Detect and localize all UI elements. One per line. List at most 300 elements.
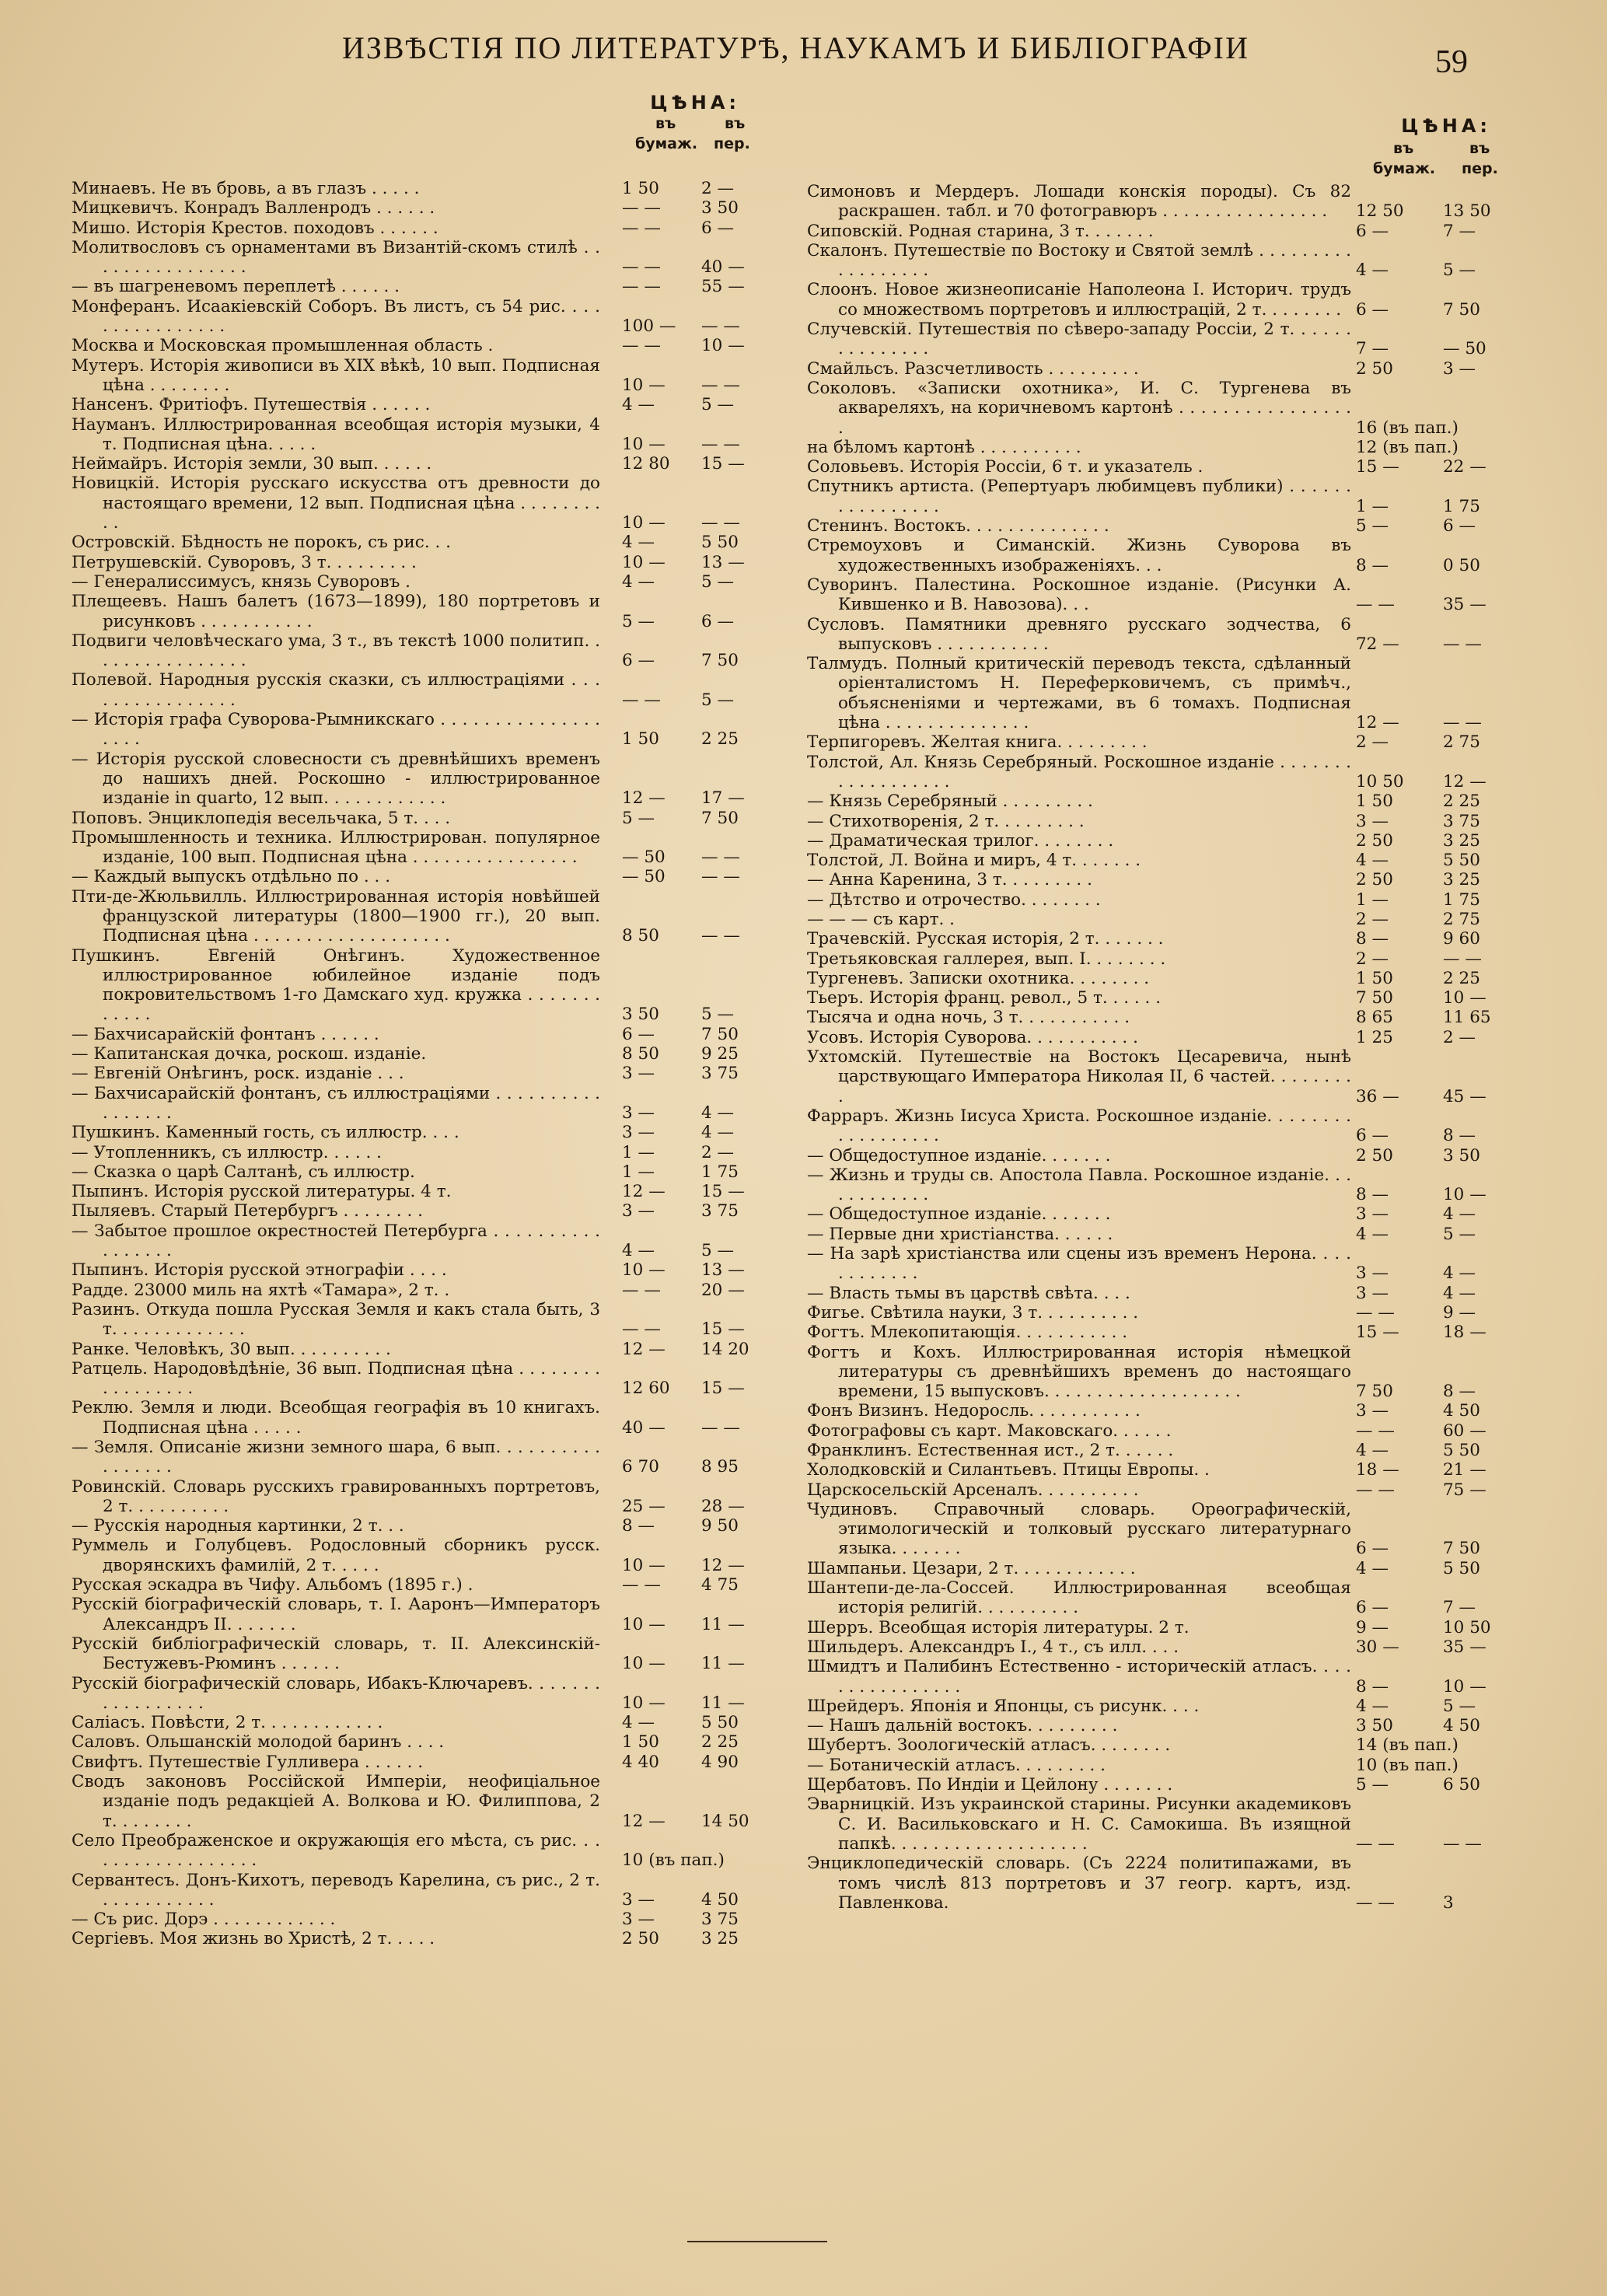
price-paper: 12 —	[622, 788, 666, 809]
price-bound: 4 —	[701, 1103, 735, 1123]
entry-text: Русскій біографическій словарь, т. I. Ааронъ—Императоръ Александръ II. . . . . . .	[72, 1595, 600, 1634]
price-bound: 7 50	[701, 651, 739, 671]
price-bound: 2 25	[701, 729, 739, 750]
entry-text: Ранке. Человѣкъ, 30 вып. . . . . . . . . .	[72, 1339, 391, 1359]
entry-text: Сиповскій. Родная старина, 3 т. . . . . . .	[807, 221, 1154, 241]
entry-text: Русскій библіографическій словарь, т. II. Алексинскій-Бестужевъ-Рюминъ . . . . . .	[72, 1634, 600, 1674]
entry-text: Толстой, Л. Война и миръ, 4 т. . . . . . .	[807, 851, 1141, 871]
catalog-entry	[807, 222, 1507, 241]
price-paper: 12 —	[622, 1811, 666, 1831]
price-bound: 13 50	[1443, 201, 1491, 222]
entry-text: Спутникъ артиста. (Репертуаръ любимцевъ публики) . . . . . . . . . . . . . . . .	[807, 477, 1351, 516]
price-bound: 11 —	[701, 1654, 745, 1674]
entry-text: — Стихотворенія, 2 т. . . . . . . . .	[807, 811, 1085, 831]
catalog-entry	[807, 1854, 1507, 1913]
price-bound: 5 50	[1443, 1441, 1480, 1460]
price-paper: 5 —	[1356, 1775, 1389, 1795]
price-paper: — —	[622, 336, 661, 356]
entry-text: — Земля. Описаніе жизни земного шара, 6 вып. . . . . . . . . . . . . . . . .	[72, 1438, 600, 1477]
catalog-entry	[807, 1165, 1507, 1205]
entry-text: Царскосельскій Арсеналъ. . . . . . . . . .	[807, 1480, 1139, 1500]
catalog-entry	[807, 988, 1507, 1008]
entry-text: Минаевъ. Не въ бровь, а въ глазъ . . . . .	[72, 179, 420, 198]
price-bound: 15 —	[701, 454, 745, 474]
price-paper: 3 50	[622, 1005, 659, 1025]
price-bound: 3 25	[1443, 870, 1480, 890]
catalog-entry	[72, 1438, 756, 1477]
price-header-col2-line1: въ	[725, 115, 746, 132]
entry-text: — Жизнь и труды св. Апостола Павла. Роскошное изданіе. . . . . . . . . . . .	[807, 1165, 1351, 1205]
price-paper: 4 —	[622, 533, 655, 553]
page-number: 59	[1435, 44, 1468, 80]
price-paper: 3 —	[622, 1103, 655, 1123]
price-paper: 10 —	[622, 513, 666, 533]
price-paper: 4 —	[1356, 260, 1389, 281]
entry-text: Слоонъ. Новое жизнеописаніе Наполеона I. Историч. трудъ со множествомъ портретовъ и иллюстрацій, 2 т. . . . . . . .	[807, 280, 1351, 320]
catalog-entry	[807, 969, 1507, 988]
price-bound: 6 —	[1443, 516, 1476, 536]
entry-text: Мишо. Исторія Крестов. походовъ . . . . . .	[72, 218, 438, 238]
catalog-entry	[72, 297, 756, 337]
price-bound: 8 95	[701, 1457, 739, 1477]
catalog-entry	[807, 1460, 1507, 1480]
catalog-entry	[807, 1657, 1507, 1697]
entry-text: Монферанъ. Исаакіевскій Соборъ. Въ листъ, съ 54 рис. . . . . . . . . . . . . . . .	[72, 296, 600, 337]
price-paper: — —	[622, 218, 661, 238]
price-bound: 4 50	[701, 1889, 739, 1910]
catalog-entry	[72, 395, 756, 414]
catalog-entry	[807, 1008, 1507, 1027]
catalog-entry	[807, 1106, 1507, 1146]
catalog-entry	[807, 1480, 1507, 1500]
price-bound: — —	[701, 847, 740, 868]
catalog-entry	[807, 1500, 1507, 1559]
entry-text: — Утопленникъ, съ иллюстр. . . . . .	[72, 1142, 382, 1162]
entry-text: Усовъ. Исторія Суворова. . . . . . . . . . .	[807, 1027, 1138, 1047]
price-paper: 6 —	[1356, 1539, 1389, 1559]
price-bound: 13 —	[701, 552, 745, 572]
price-bound: 4 90	[701, 1752, 739, 1772]
catalog-entry	[72, 533, 756, 552]
entry-text: Пыпинъ. Исторія русской литературы. 4 т.	[72, 1182, 452, 1202]
catalog-entry	[72, 1713, 756, 1732]
catalog-entry	[72, 1772, 756, 1831]
price-bound: 5 —	[701, 690, 735, 710]
price-bound: 8 —	[1443, 1382, 1476, 1402]
entry-text: — Общедоступное изданіе. . . . . . .	[807, 1204, 1111, 1225]
catalog-entry	[72, 710, 756, 750]
price-paper: 10 —	[622, 1614, 666, 1634]
entry-text: Пти-де-Жюльвилль. Иллюстрированная исторія новѣйшей французской литературы (1800—1900 гг.), 20 вып. Подписная цѣна . . . . . . . . . . . . . . . . . . .	[72, 886, 600, 946]
price-paper: 2 —	[1356, 732, 1389, 753]
price-header-col2-line2: пер.	[714, 135, 750, 152]
price-bound: 2 75	[1443, 909, 1480, 929]
price-paper: 9 —	[1356, 1617, 1389, 1637]
catalog-entry	[72, 474, 756, 533]
price-header-title: ЦѢНА:	[650, 92, 740, 114]
catalog-entry	[807, 1204, 1507, 1224]
catalog-entry	[807, 1323, 1507, 1342]
entry-text: — На зарѣ христіанства или сцены изъ временъ Нерона. . . . . . . . . . . .	[807, 1244, 1351, 1284]
entry-text: — Сказка о царѣ Салтанѣ, съ иллюстр.	[72, 1162, 415, 1182]
price-bound: — 50	[1443, 339, 1486, 359]
entry-text: — Каждый выпускъ отдѣльно по . . .	[72, 867, 391, 887]
price-paper: 8 50	[622, 1044, 659, 1064]
price-bound: 40 —	[701, 257, 745, 278]
entry-text: — Генералиссимусъ, князь Суворовъ .	[72, 571, 410, 592]
entry-text: Шантепи-де-ла-Соссей. Иллюстрированная всеобщая исторія религій. . . . . . . . . .	[807, 1578, 1351, 1618]
price-paper: 12 —	[622, 1182, 666, 1202]
price-bound: 60 —	[1443, 1421, 1486, 1441]
price-paper: — —	[1356, 1892, 1395, 1913]
price-paper: — —	[1356, 1833, 1395, 1854]
entry-text: Пушкинъ. Каменный гость, съ иллюстр. . . .	[72, 1123, 459, 1143]
catalog-entry	[807, 1637, 1507, 1657]
price-bound: — —	[701, 434, 740, 454]
price-bound: 2 —	[701, 1142, 735, 1162]
price-header-col1-line2: бумаж.	[1373, 160, 1436, 177]
entry-text: Разинъ. Откуда пошла Русская Земля и какъ стала быть, 3 т. . . . . . . . . . . . .	[72, 1299, 600, 1340]
price-bound: 4 50	[1443, 1401, 1480, 1421]
catalog-entry	[807, 949, 1507, 969]
catalog-entry	[807, 438, 1507, 457]
price-paper: 10 (въ пап.)	[622, 1850, 725, 1871]
price-paper: 3 —	[622, 1201, 655, 1221]
price-bound: 7 50	[1443, 1539, 1480, 1559]
left-column	[72, 92, 756, 1949]
price-paper: 4 —	[622, 571, 655, 592]
catalog-entry	[72, 1182, 756, 1201]
catalog-entry	[807, 359, 1507, 379]
entry-text: Мутеръ. Исторія живописи въ XIX вѣкѣ, 10 вып. Подписная цѣна . . . . . . . .	[72, 355, 600, 395]
price-bound: 5 50	[701, 533, 739, 553]
price-paper: 10 (въ пап.)	[1356, 1755, 1459, 1775]
price-bound: 10 —	[701, 336, 745, 356]
price-bound: 5 —	[701, 1241, 735, 1261]
price-bound: 4 —	[701, 1123, 735, 1143]
catalog-entry	[72, 572, 756, 592]
catalog-entry	[72, 218, 756, 238]
entry-text: Шубертъ. Зоологическій атласъ. . . . . . . .	[807, 1735, 1171, 1756]
price-bound: 10 —	[1443, 1676, 1486, 1697]
entry-text: Энциклопедическій словарь. (Съ 2224 политипажами, въ томъ числѣ 813 портретовъ и 37 геогр. картъ, изд. Павленкова.	[807, 1854, 1351, 1913]
catalog-entry	[807, 536, 1507, 575]
price-paper: 10 50	[1356, 771, 1404, 792]
entry-text: — Дѣтство и отрочество. . . . . . . .	[807, 889, 1101, 910]
price-paper: 25 —	[622, 1496, 666, 1516]
price-paper: 30 —	[1356, 1637, 1399, 1657]
price-paper: 2 50	[622, 1929, 659, 1949]
catalog-entry	[72, 1634, 756, 1674]
price-bound: 7 50	[701, 808, 739, 828]
catalog-entry	[807, 753, 1507, 792]
price-paper: — —	[1356, 1480, 1395, 1500]
price-paper: — —	[622, 1319, 661, 1340]
entry-text: Шмидтъ и Палибинъ Естественно - историческій атласъ. . . . . . . . . . . . . . . .	[807, 1657, 1351, 1697]
catalog-entry	[72, 1536, 756, 1575]
price-paper: 12 —	[622, 1339, 666, 1359]
price-paper: — —	[622, 1280, 661, 1300]
price-paper: — —	[1356, 595, 1395, 615]
price-paper: 3 —	[1356, 1283, 1389, 1303]
price-header-title: ЦѢНА:	[1401, 115, 1491, 137]
price-paper: 10 —	[622, 375, 666, 395]
catalog-entry	[807, 1303, 1507, 1323]
price-bound: 20 —	[701, 1280, 745, 1300]
entry-text: Соловьевъ. Исторія Россіи, 6 т. и указатель .	[807, 457, 1204, 477]
catalog-entry	[72, 631, 756, 671]
entry-text: Русская эскадра въ Чифу. Альбомъ (1895 г.) .	[72, 1575, 473, 1595]
price-bound: 45 —	[1443, 1086, 1486, 1106]
price-paper: 1 50	[622, 1732, 659, 1753]
price-paper: 2 —	[1356, 909, 1389, 929]
price-paper: 8 50	[622, 926, 659, 946]
price-bound: 22 —	[1443, 457, 1486, 477]
catalog-entry	[807, 477, 1507, 516]
entry-text: Сервантесъ. Донъ-Кихотъ, переводъ Карелина, съ рис., 2 т. . . . . . . . . . . .	[72, 1870, 600, 1910]
entry-text: Тысяча и одна ночь, 3 т. . . . . . . . . . .	[807, 1008, 1130, 1028]
price-bound: — —	[701, 375, 740, 395]
price-paper: 3 —	[1356, 1204, 1389, 1225]
entry-text: — Съ рис. Дорэ . . . . . . . . . . . .	[72, 1910, 336, 1930]
catalog-entry	[807, 1244, 1507, 1284]
price-bound: 6 —	[701, 611, 735, 631]
price-paper: 6 —	[1356, 299, 1389, 320]
entry-text: Подвиги человѣческаго ума, 3 т., въ текстѣ 1000 политип. . . . . . . . . . . . . . . .	[72, 631, 600, 671]
catalog-entry	[72, 1732, 756, 1752]
entry-text: Шампаньи. Цезари, 2 т. . . . . . . . . . . .	[807, 1558, 1136, 1578]
price-bound: 2 25	[1443, 968, 1480, 988]
price-paper: 12 —	[1356, 713, 1399, 733]
catalog-entry	[72, 1477, 756, 1517]
price-bound: 14 20	[701, 1339, 749, 1359]
entry-text: Скалонъ. Путешествіе по Востоку и Святой землѣ . . . . . . . . . . . . . . . . . .	[807, 240, 1351, 281]
catalog-entry	[807, 1697, 1507, 1716]
price-bound: 11 65	[1443, 1008, 1491, 1028]
price-paper: — 50	[622, 867, 666, 887]
price-paper: 12 50	[1356, 201, 1404, 222]
price-paper: 100 —	[622, 316, 676, 337]
price-paper: 10 —	[622, 1260, 666, 1281]
price-paper: 3 —	[1356, 1263, 1389, 1284]
entry-text: Тургеневъ. Записки охотника. . . . . . . .	[807, 968, 1150, 988]
catalog-entry	[807, 1146, 1507, 1165]
catalog-entry	[807, 379, 1507, 438]
price-paper: 36 —	[1356, 1086, 1399, 1106]
price-bound: 5 —	[1443, 260, 1476, 281]
price-bound: 3	[1443, 1892, 1454, 1913]
catalog-entry	[807, 1047, 1507, 1106]
bottom-rule	[687, 2241, 827, 2242]
entry-text: Островскій. Бѣдность не порокъ, съ рис. . .	[72, 533, 451, 553]
entry-text: Сводъ законовъ Россійской Имперіи, неофиціальное изданіе подъ редакціей А. Волкова и Ю. Филиппова, 2 т. . . . . . . .	[72, 1772, 600, 1831]
price-header-col2-line2: пер.	[1462, 160, 1498, 177]
price-paper: 8 —	[622, 1516, 655, 1536]
price-paper: 15 —	[1356, 457, 1399, 477]
entry-text: Трачевскій. Русская исторія, 2 т. . . . . . .	[807, 929, 1164, 949]
entry-text: Науманъ. Иллюстрированная всеобщая исторія музыки, 4 т. Подписная цѣна. . . . .	[72, 414, 600, 454]
price-paper: 40 —	[622, 1417, 666, 1438]
price-paper: 4 —	[1356, 851, 1389, 871]
price-bound: 3 75	[701, 1064, 739, 1084]
catalog-entry	[807, 792, 1507, 811]
entry-text: Село Преображенское и окружающія его мѣста, съ рис. . . . . . . . . . . . . . . . . .	[72, 1830, 600, 1871]
catalog-entry	[72, 946, 756, 1025]
price-paper: 2 50	[1356, 358, 1393, 379]
entry-text: — Князь Серебряный . . . . . . . . .	[807, 792, 1093, 812]
catalog-entry	[807, 851, 1507, 870]
entry-text: Холодковскій и Силантьевъ. Птицы Европы. .	[807, 1460, 1210, 1480]
entry-text: Чудиновъ. Справочный словарь. Орѳографическій, этимологическій и толковый русскаго литературнаго языка. . . . . . .	[807, 1499, 1351, 1559]
catalog-entry	[72, 1064, 756, 1083]
catalog-entry	[807, 280, 1507, 320]
price-paper: 1 —	[1356, 496, 1389, 516]
price-bound: 9 60	[1443, 929, 1480, 949]
catalog-entry	[72, 198, 756, 218]
entry-text: — — — съ карт. .	[807, 909, 955, 929]
catalog-entry	[807, 1735, 1507, 1755]
price-paper: 7 —	[1356, 339, 1389, 359]
price-bound: 1 75	[1443, 496, 1480, 516]
entry-text: Ратцель. Народовѣдѣніе, 36 вып. Подписная цѣна . . . . . . . . . . . . . . . . .	[72, 1358, 600, 1399]
price-bound: 3 —	[1443, 358, 1476, 379]
entry-text: Промышленность и техника. Иллюстрирован. популярное изданіе, 100 вып. Подписная цѣна . . . . . . . . . . . . . . . .	[72, 827, 600, 868]
catalog-entry	[807, 910, 1507, 929]
price-paper: 10 —	[622, 1693, 666, 1713]
price-paper: 3 —	[622, 1910, 655, 1930]
entry-text: Ровинскій. Словарь русскихъ гравированныхъ портретовъ, 2 т. . . . . . . . . .	[72, 1476, 600, 1516]
price-paper: 12 80	[622, 454, 670, 474]
price-paper: — —	[622, 690, 661, 710]
catalog-entry	[807, 929, 1507, 949]
right-entry-list	[807, 182, 1507, 1913]
entry-text: Толстой, Ал. Князь Серебряный. Роскошное изданіе . . . . . . . . . . . . . . . . . .	[807, 752, 1351, 792]
price-paper: — —	[622, 277, 661, 297]
catalog-entry	[807, 1578, 1507, 1618]
price-bound: 5 50	[1443, 851, 1480, 871]
price-bound: 7 50	[1443, 299, 1480, 320]
entry-text: Симоновъ и Мердеръ. Лошади конскія породы). Съ 82 раскрашен. табл. и 70 фотогравюръ . . . . . . . . . . . . . . . .	[807, 182, 1351, 222]
price-bound: 35 —	[1443, 1637, 1486, 1657]
catalog-entry	[72, 1910, 756, 1929]
price-bound: 9 —	[1443, 1302, 1476, 1323]
entry-text: Щербатовъ. По Индіи и Цейлону . . . . . . .	[807, 1775, 1173, 1795]
entry-text: Петрушевскій. Суворовъ, 3 т. . . . . . . . .	[72, 552, 417, 572]
price-bound: 7 —	[1443, 221, 1476, 241]
catalog-entry	[72, 1929, 756, 1948]
price-paper: 8 —	[1356, 929, 1389, 949]
entry-text: — Евгеній Онѣгинъ, роск. изданіе . . .	[72, 1064, 404, 1084]
entry-text: Пыпинъ. Исторія русской этнографіи . . . .	[72, 1260, 447, 1281]
price-paper: 15 —	[1356, 1323, 1399, 1343]
price-bound: — —	[701, 867, 740, 887]
entry-text: — Анна Каренина, 3 т. . . . . . . . .	[807, 870, 1092, 890]
price-bound: 1 75	[1443, 889, 1480, 910]
price-paper: 72 —	[1356, 634, 1399, 654]
price-bound: — —	[1443, 713, 1482, 733]
price-paper: 1 50	[622, 729, 659, 750]
entry-text: Третьяковская галлерея, вып. I. . . . . . . .	[807, 949, 1166, 969]
catalog-entry	[72, 828, 756, 868]
catalog-entry	[807, 1401, 1507, 1421]
entry-text: Свифтъ. Путешествіе Гулливера . . . . . .	[72, 1752, 424, 1772]
catalog-entry	[72, 1084, 756, 1124]
catalog-entry	[807, 1343, 1507, 1402]
price-paper: 12 (въ пап.)	[1356, 437, 1459, 457]
price-bound: 4 —	[1443, 1283, 1476, 1303]
entry-text: Шерръ. Всеобщая исторія литературы. 2 т.	[807, 1617, 1190, 1637]
price-paper: 4 —	[622, 1713, 655, 1733]
entry-text: Реклю. Земля и люди. Всеобщая географія въ 10 книгахъ. Подписная цѣна . . . . .	[72, 1398, 600, 1438]
price-bound: 11 —	[701, 1614, 745, 1634]
price-paper: 3 —	[622, 1889, 655, 1910]
price-bound: — —	[1443, 1833, 1482, 1854]
catalog-entry	[72, 809, 756, 828]
catalog-entry	[72, 1575, 756, 1595]
price-bound: 3 25	[701, 1929, 739, 1949]
entry-text: Русскій біографическій словарь, Ибакъ-Ключаревъ. . . . . . . . . . . . . . . . .	[72, 1673, 600, 1713]
price-paper: 10 —	[622, 552, 666, 572]
entry-text: Тьеръ. Исторія франц. револ., 5 т. . . . . .	[807, 988, 1162, 1008]
price-bound: 12 —	[1443, 771, 1486, 792]
price-paper: 4 —	[622, 395, 655, 415]
entry-text: Смайльсъ. Разсчетливость . . . . . . . . .	[807, 358, 1139, 379]
price-paper: 6 —	[1356, 1598, 1389, 1618]
price-bound: 15 —	[701, 1379, 745, 1399]
price-header-col1-line1: въ	[655, 115, 676, 132]
price-header-col1-line2: бумаж.	[635, 135, 698, 152]
price-paper: 10 —	[622, 1654, 666, 1674]
price-bound: 2 —	[701, 179, 735, 198]
price-paper: 2 50	[1356, 830, 1393, 851]
entry-text: Сергіевъ. Моя жизнь во Христѣ, 2 т. . . . .	[72, 1929, 435, 1949]
price-paper: 8 —	[1356, 1185, 1389, 1205]
price-bound: 6 —	[701, 218, 735, 238]
price-bound: 10 50	[1443, 1617, 1491, 1637]
price-bound: 3 75	[1443, 811, 1480, 831]
entry-text: Плещеевъ. Нашъ балетъ (1673—1899), 180 портретовъ и рисунковъ . . . . . . . . . . .	[72, 592, 600, 631]
entry-text: — Нашъ дальній востокъ. . . . . . . . .	[807, 1716, 1118, 1736]
entry-text: Фогтъ и Кохъ. Иллюстрированная исторія нѣмецкой литературы съ древнѣйшихъ временъ до настоящаго времени, 15 выпусковъ. . . . . . . . . . . . . . . . . . .	[807, 1342, 1351, 1402]
entry-text: Саловъ. Ольшанскій молодой баринъ . . . .	[72, 1732, 445, 1753]
catalog-entry	[72, 1595, 756, 1634]
catalog-entry	[72, 750, 756, 809]
catalog-entry	[72, 1300, 756, 1340]
price-header-col2-line1: въ	[1469, 140, 1490, 157]
price-bound: 7 50	[701, 1024, 739, 1044]
catalog-entry	[807, 812, 1507, 831]
catalog-entry	[72, 1753, 756, 1772]
catalog-entry	[807, 870, 1507, 889]
catalog-entry	[807, 890, 1507, 910]
price-header	[72, 92, 756, 179]
entry-text: Пушкинъ. Евгеній Онѣгинъ. Художественное иллюстрированное юбилейное изданіе подъ покровительствомъ 1-го Дамскаго худ. кружка . . . . . . . . . . . .	[72, 945, 600, 1025]
catalog-entry	[72, 887, 756, 946]
price-bound: 5 —	[701, 1005, 735, 1025]
price-bound: 8 —	[1443, 1126, 1476, 1146]
catalog-entry	[807, 1618, 1507, 1637]
price-bound: 14 50	[701, 1811, 749, 1831]
price-paper: 4 —	[1356, 1224, 1389, 1244]
entry-text: Молитвословъ съ орнаментами въ Византій-скомъ стилѣ . . . . . . . . . . . . . . . .	[72, 237, 600, 278]
price-paper: 16 (въ пап.)	[1356, 418, 1459, 438]
price-paper: 4 —	[622, 1241, 655, 1261]
entry-text: Пыляевъ. Старый Петербургъ . . . . . . . .	[72, 1201, 423, 1221]
price-bound: 5 —	[1443, 1224, 1476, 1244]
catalog-entry	[807, 457, 1507, 477]
price-paper: 5 —	[622, 808, 655, 828]
price-bound: — —	[701, 513, 740, 533]
